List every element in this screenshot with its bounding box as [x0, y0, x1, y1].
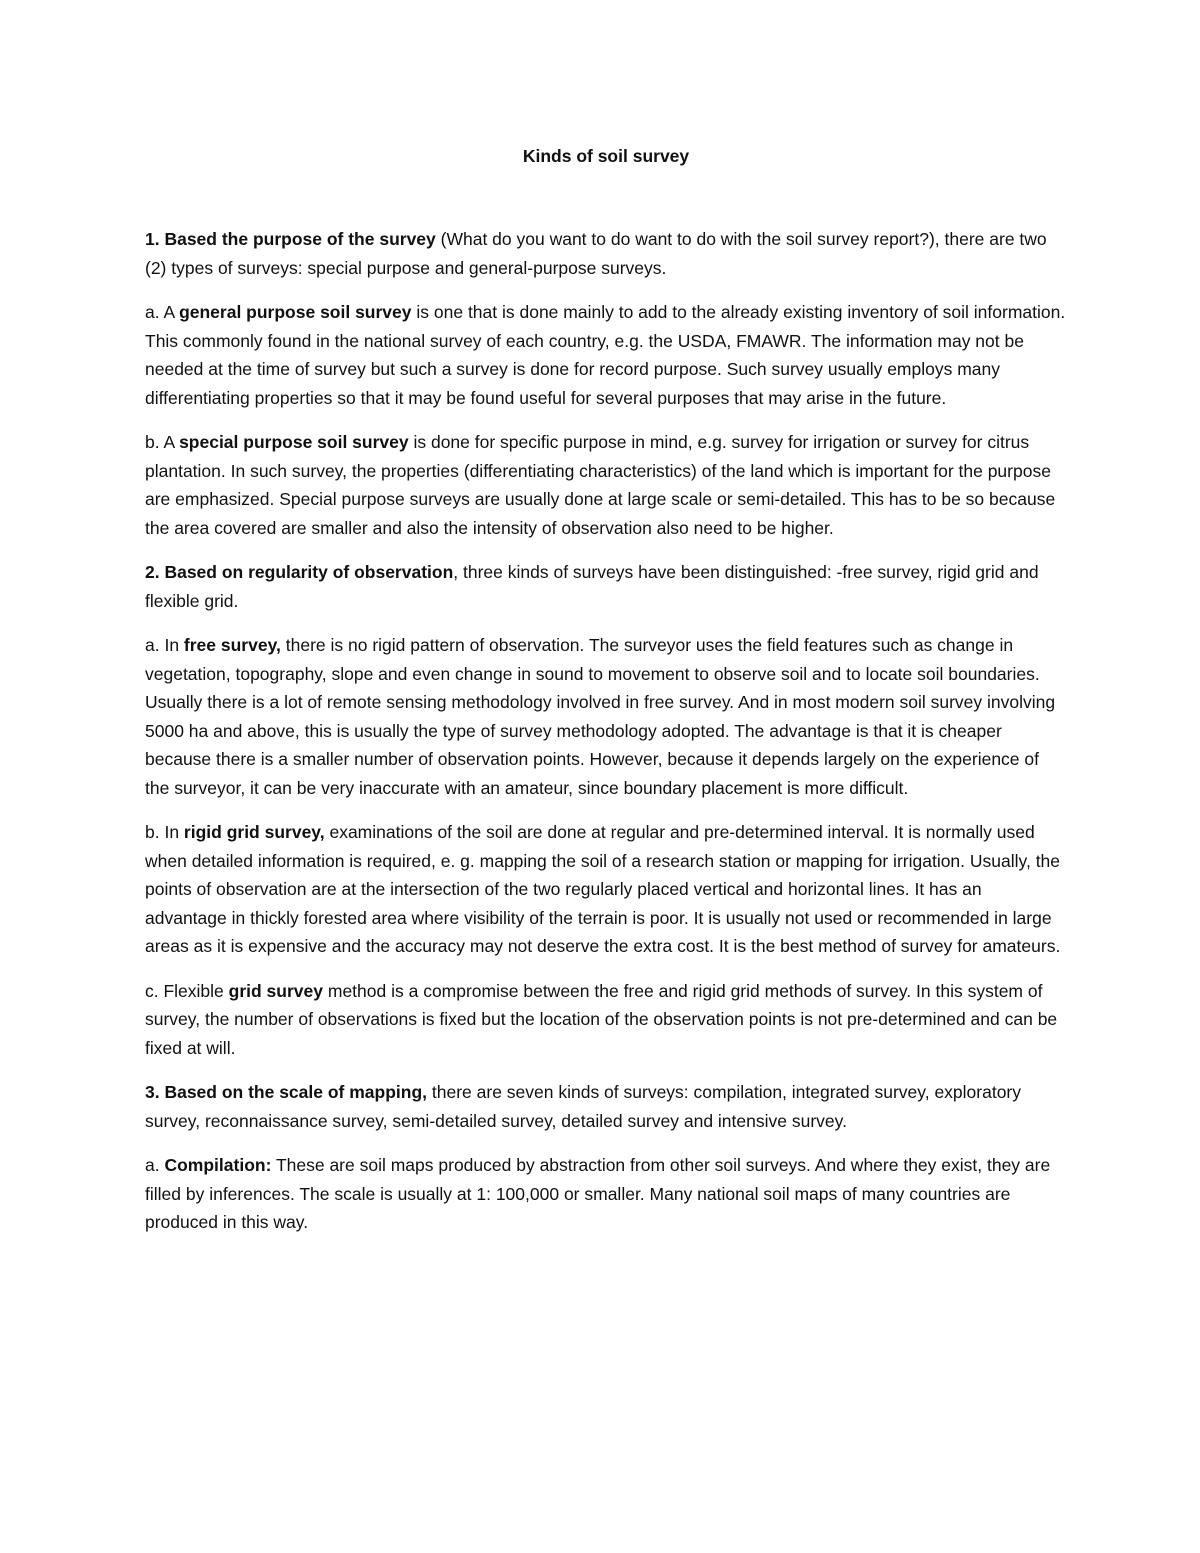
paragraph — [145, 428, 1067, 542]
paragraph — [145, 298, 1067, 412]
body-text: c. Flexible — [145, 980, 229, 1001]
paragraph — [145, 558, 1067, 615]
body-text: method is a compromise between the free and rigid grid methods of survey. In this system of survey, the number of observations is fixed but the location of the observation points is not pre-determined and can be fixed at will. — [145, 980, 1058, 1058]
body-text: there is no rigid pattern of observation. The surveyor uses the field features such as change in vegetation, topography, slope and even change in sound to movement to observe soil and to locate soil boundaries. Usually there is a lot of remote sensing methodology involved in free survey. And in most modern soil survey involving 5000 ha and above, this is usually the type of survey methodology adopted. The advantage is that it is cheaper because there is a smaller number of observation points. However, because it depends largely on the experience of the surveyor, it can be very inaccurate with an amateur, since boundary placement is more difficult. — [145, 635, 1056, 798]
paragraph-list — [145, 225, 1067, 1237]
paragraph — [145, 631, 1067, 802]
body-text: a. — [145, 1155, 165, 1175]
body-text: a. A — [145, 302, 180, 322]
bold-text: Compilation: — [164, 1155, 272, 1175]
bold-text: free survey, — [183, 635, 281, 655]
bold-text: 1. Based the purpose of the survey — [145, 229, 436, 249]
bold-text: rigid grid survey, — [183, 822, 325, 842]
body-text: is one that is done mainly to add to the already existing inventory of soil information. This commonly found in the national survey of each country, e.g. the USDA, FMAWR. The information may not be needed at the time of survey but such a survey is done for record purpose. Such survey usually employs many differentiating properties so that it may be found useful for several purposes that may arise in the future. — [145, 302, 1066, 408]
bold-text: 2. Based on regularity of observation — [145, 562, 454, 582]
paragraph — [145, 1078, 1067, 1135]
body-text: there are seven kinds of surveys: compilation, integrated survey, exploratory survey, reconnaissance survey, semi-detailed survey, detailed survey and intensive survey. — [145, 1082, 1022, 1131]
body-text: , three kinds of surveys have been distinguished: -free survey, rigid grid and flexible grid. — [145, 562, 1039, 611]
body-text: b. A — [145, 432, 180, 452]
body-text: examinations of the soil are done at regular and pre-determined interval. It is normally used when detailed information is required, e. g. mapping the soil of a research station or mapping for irrigation. Usually, the points of observation are at the intersection of the two regularly placed vertical and horizontal lines. It has an advantage in thickly forested area where visibility of the terrain is poor. It is usually not used or recommended in large areas as it is expensive and the accuracy may not deserve the extra cost. It is the best method of survey for amateurs. — [145, 822, 1061, 956]
bold-text: general purpose soil survey — [179, 302, 412, 322]
body-text: a. In — [145, 635, 184, 655]
paragraph — [145, 818, 1067, 961]
bold-text: special purpose soil survey — [179, 432, 409, 452]
bold-text: 3. Based on the scale of mapping, — [145, 1082, 428, 1102]
paragraph — [145, 977, 1067, 1063]
body-text: These are soil maps produced by abstraction from other soil surveys. And where they exist, they are filled by inferences. The scale is usually at 1: 100,000 or smaller. Many national soil maps of many countries are produced in this way. — [145, 1155, 1051, 1232]
document-title: Kinds of soil survey — [522, 146, 690, 166]
bold-text: grid survey — [228, 980, 323, 1001]
document-body — [145, 142, 1067, 1253]
body-text: b. In — [145, 822, 184, 842]
paragraph — [145, 225, 1067, 282]
paragraph — [145, 1151, 1067, 1237]
body-text: is done for specific purpose in mind, e.g. survey for irrigation or survey for citrus plantation. In such survey, the properties (differentiating characteristics) of the land which is important for the purpose are emphasized. Special purpose surveys are usually done at large scale or semi-detailed. This has to be so because the area covered are smaller and also the intensity of observation also need to be higher. — [145, 432, 1056, 538]
body-text: (What do you want to do want to do with the soil survey report?), there are two (2) types of surveys: special purpose and general-purpose surveys. — [145, 229, 1047, 278]
